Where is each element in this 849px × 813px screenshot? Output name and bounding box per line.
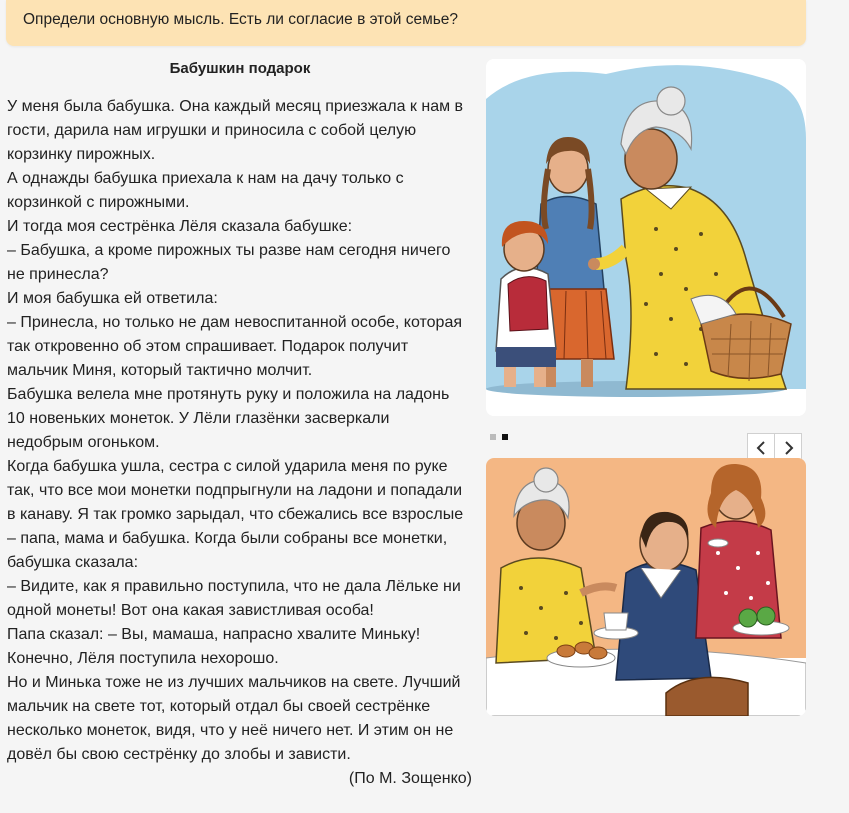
story-line: – Бабушка, а кроме пирожных ты разве нам сегодня ничего <box>7 242 451 259</box>
story-line: Папа сказал: – Вы, мамаша, напрасно хвалите Миньку! <box>7 626 421 643</box>
story-line: бабушка сказала: <box>7 554 139 571</box>
slider-dot-1[interactable] <box>490 434 496 440</box>
story-line: А однажды бабушка приехала к нам на дачу только с <box>7 170 404 187</box>
story-line: так, что все мои монетки подпрыгнули на ладони и попадали <box>7 482 463 499</box>
story-title: Бабушкин подарок <box>169 60 311 77</box>
story-line: несколько монеток, видя, что у неё ничего нет. И этим он не <box>7 722 454 739</box>
slider-dot-2-active[interactable] <box>502 434 508 440</box>
story <box>7 56 477 791</box>
task-banner <box>6 0 806 46</box>
story-line: Бабушка велела мне протянуть руку и положила на ладонь <box>7 386 450 403</box>
story-line: Конечно, Лёля поступила нехорошо. <box>7 650 279 667</box>
illustration-family-table <box>486 458 806 716</box>
story-line: И моя бабушка ей ответила: <box>7 290 218 307</box>
task-prompt: Определи основную мысль. Есть ли согласие в этой семье? <box>23 11 459 28</box>
chevron-right-icon <box>783 441 794 455</box>
story-line: гости, дарила нам игрушки и приносила с собой целую <box>7 122 417 139</box>
illustration-grandma-children <box>486 59 806 416</box>
story-line: – Принесла, но только не дам невоспитанной особе, которая <box>7 314 463 331</box>
story-line: не принесла? <box>7 266 109 283</box>
story-line: Но и Минька тоже не из лучших мальчиков на свете. Лучший <box>7 674 461 691</box>
story-line: недобрым огоньком. <box>7 434 160 451</box>
chevron-left-icon <box>756 441 767 455</box>
story-line: Когда бабушка ушла, сестра с силой ударила меня по руке <box>7 458 448 475</box>
story-line: довёл бы свою сестрёнку до злобы и зависти. <box>7 746 351 763</box>
story-line: в канаву. Я так громко зарыдал, что сбежались все взрослые <box>7 506 464 523</box>
story-line: одной монеты! Вот она какая завистливая особа! <box>7 602 374 619</box>
story-line: корзинкой с пирожными. <box>7 194 190 211</box>
story-body <box>7 95 477 767</box>
slider-prev-button[interactable] <box>748 434 775 461</box>
story-line: 10 новеньких монеток. У Лёли глазёнки засверкали <box>7 410 390 427</box>
story-line: корзинку пирожных. <box>7 146 156 163</box>
story-author: (По М. Зощенко) <box>348 770 472 787</box>
story-line: мальчик на свете тот, который отдал бы своей сестрёнке <box>7 698 431 715</box>
slider-next-button[interactable] <box>775 434 802 461</box>
story-line: мальчик Миня, который тактично молчит. <box>7 362 313 379</box>
story-line: И тогда моя сестрёнка Лёля сказала бабушке: <box>7 218 353 235</box>
story-line: так откровенно об этом спрашивает. Подарок получит <box>7 338 409 355</box>
story-line: – Видите, как я правильно поступила, что не дала Лёльке ни <box>7 578 461 595</box>
story-line: – папа, мама и бабушка. Когда были собраны все монетки, <box>7 530 448 547</box>
story-line: У меня была бабушка. Она каждый месяц приезжала к нам в <box>7 98 464 115</box>
